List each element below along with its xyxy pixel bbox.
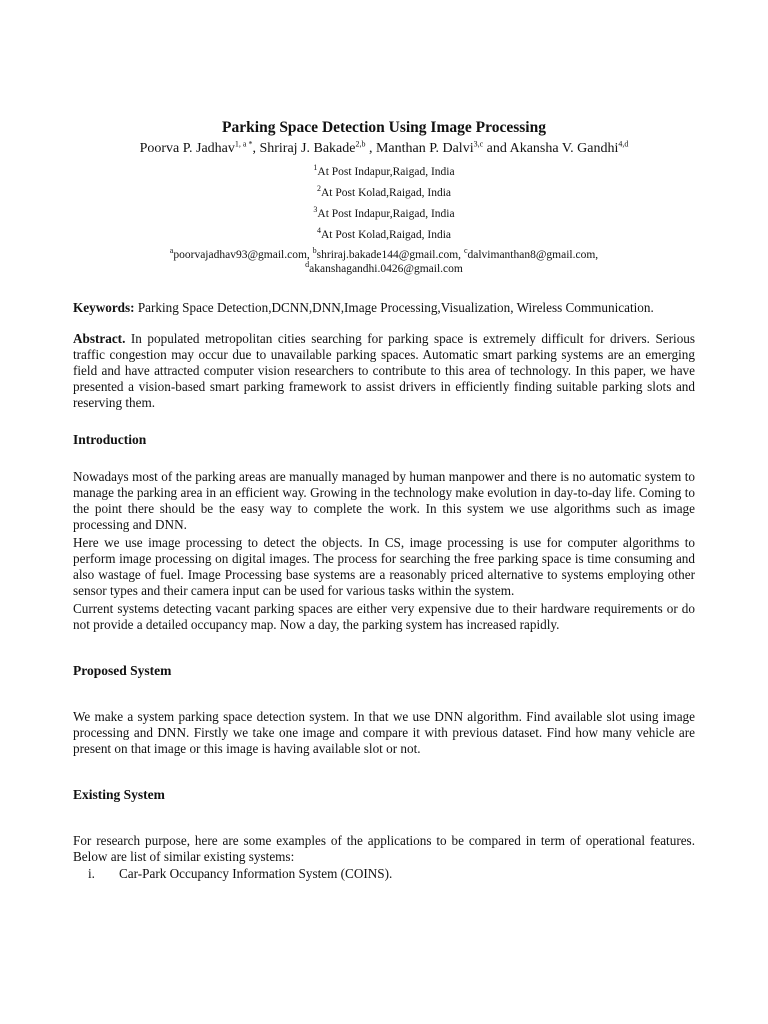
author-name: Akansha V. Gandhi (509, 141, 619, 156)
keywords-text: Parking Space Detection,DCNN,DNN,Image Processing,Visualization, Wireless Communication. (137, 300, 654, 315)
email-address[interactable]: poorvajadhav93@gmail.com, (173, 249, 313, 261)
introduction-paragraph: Here we use image processing to detect the objects. In CS, image processing is use for computer algorithms to perform image processing on digital images. The process for searching the free parking space is time consuming and also wastage of fuel. Image Processing base systems are a reasonably priced alternative to systems employing other sensor types and their camera input can be used for various tasks within the system. (73, 535, 695, 598)
affiliation-text: At Post Indapur,Raigad, India (317, 166, 455, 178)
author-separator: and (483, 141, 510, 156)
introduction-paragraph: Nowadays most of the parking areas are manually managed by human manpower and there is no automatic system to manage the parking area in an efficient way. Growing in the technology make evolution in day-to-day life. Coming to the point there should be the easy way to complete the work. In this system we use algorithms such as image processing and DNN. (73, 469, 695, 532)
keywords-paragraph (73, 300, 695, 316)
author-name: Manthan P. Dalvi (375, 141, 474, 156)
author-separator: , (365, 141, 376, 156)
author-superscript: 2,b (355, 139, 366, 149)
affiliation-text: At Post Kolad,Raigad, India (321, 229, 451, 241)
author-superscript: 3,c (473, 139, 484, 149)
affiliation-text: At Post Indapur,Raigad, India (317, 208, 455, 220)
email-superscript: c (463, 246, 468, 256)
affiliation-superscript: 2 (317, 184, 321, 194)
email-address[interactable]: shriraj.bakade144@gmail.com, (316, 249, 464, 261)
existing-system-heading: Existing System (73, 787, 165, 802)
email-superscript: b (312, 246, 317, 256)
email-address[interactable]: akanshagandhi.0426@gmail.com (309, 263, 463, 275)
list-item (73, 866, 695, 882)
proposed-system-paragraph: We make a system parking space detection system. In that we use DNN algorithm. Find available slot using image processing and DNN. Firstly we take one image and compare it with previous dataset. Find how many vehicle are present on that image or this image is having available slot or not. (73, 709, 695, 756)
email-superscript: d (305, 260, 310, 270)
email-list (73, 248, 695, 276)
abstract-label: Abstract. (73, 331, 126, 346)
author-superscript: 4,d (618, 139, 629, 149)
author-name: Shriraj J. Bakade (259, 141, 356, 156)
affiliation (73, 204, 695, 225)
list-item-text: Car-Park Occupancy Information System (COINS). (119, 866, 393, 881)
existing-system-paragraph: For research purpose, here are some examples of the applications to be compared in term of operational features. Below are list of similar existing systems: (73, 833, 695, 864)
introduction-paragraph: Current systems detecting vacant parking spaces are either very expensive due to their hardware requirements or do not provide a detailed occupancy map. Now a day, the parking system has increased rapidly. (73, 601, 695, 632)
affiliation (73, 225, 695, 246)
existing-systems-list (73, 866, 695, 882)
affiliation (73, 183, 695, 204)
affiliation-superscript: 3 (313, 205, 318, 215)
affiliation-list (73, 162, 695, 246)
author-separator: , (252, 141, 260, 156)
affiliation-superscript: 1 (313, 163, 318, 173)
abstract-paragraph (73, 331, 695, 411)
proposed-system-heading: Proposed System (73, 663, 172, 678)
author-list (73, 140, 695, 158)
author-superscript: 1, a * (234, 139, 253, 149)
keywords-label: Keywords: (73, 300, 135, 315)
affiliation (73, 162, 695, 183)
abstract-text: In populated metropolitan cities searching for parking space is extremely difficult for drivers. Serious traffic congestion may occur due to unavailable parking spaces. Automatic smart parking systems are an emerging field and have attracted computer vision researchers to contribute to this area of technology. In this paper, we have presented a vision-based smart parking framework to assist drivers in efficiently finding suitable parking slots and reserving them. (73, 331, 696, 410)
introduction-heading: Introduction (73, 432, 147, 447)
list-item-number: i. (88, 866, 95, 881)
paper-title: Parking Space Detection Using Image Processing (222, 119, 546, 136)
author-name: Poorva P. Jadhav (139, 141, 235, 156)
email-address[interactable]: dalvimanthan8@gmail.com, (467, 249, 599, 261)
email-superscript: a (169, 246, 174, 256)
affiliation-text: At Post Kolad,Raigad, India (321, 187, 451, 199)
paper-page (73, 118, 695, 882)
affiliation-superscript: 4 (317, 226, 321, 236)
